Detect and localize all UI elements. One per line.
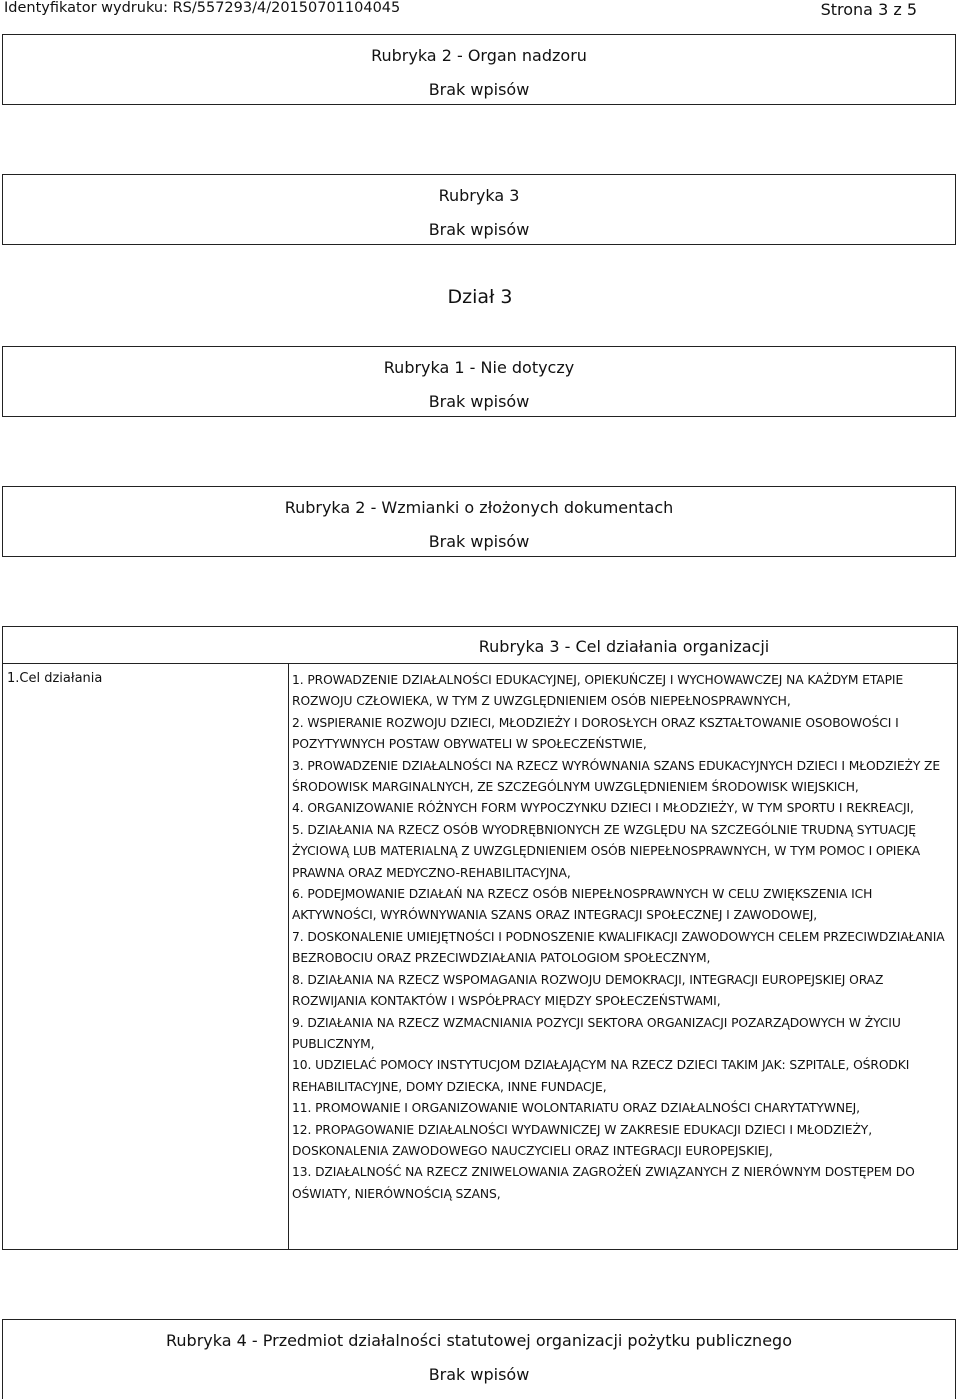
section-title: Rubryka 2 - Organ nadzoru — [371, 46, 587, 65]
list-item: 7. DOSKONALENIE UMIEJĘTNOŚCI I PODNOSZENIE KWALIFIKACJI ZAWODOWYCH CELEM PRZECIWDZIAŁANIA BEZROBOCIU ORAZ PRZECIWDZIAŁANIA PATOLOGIOM SPOŁECZNYM, — [292, 929, 945, 966]
divider — [3, 663, 957, 664]
list-item: 10. UDZIELAĆ POMOCY INSTYTUCJOM DZIAŁAJĄCYM NA RZECZ DZIECI TAKIM JAK: SZPITALE, OŚRODKI REHABILITACYJNE, DOMY DZIECKA, INNE FUNDACJE, — [292, 1058, 910, 1094]
column-divider — [288, 663, 289, 1249]
rubryka3-section — [2, 174, 956, 245]
cel-items-list — [292, 670, 953, 1205]
list-item: 11. PROMOWANIE I ORGANIZOWANIE WOLONTARIATU ORAZ DZIAŁALNOŚCI CHARYTATYWNEJ, — [292, 1101, 860, 1116]
section-value: Brak wpisów — [428, 80, 530, 99]
wzmianki-section — [2, 486, 956, 557]
list-item: 3. PROWADZENIE DZIAŁALNOŚCI NA RZECZ WYRÓWNANIA SZANS EDUKACYJNYCH DZIECI I MŁODZIEŻY ZE ŚRODOWISK MARGINALNYCH, ZE SZCZEGÓLNYM UWZGLĘDNIENIEM ŚRODOWISK WIEJSKICH, — [292, 758, 941, 795]
section-title: Rubryka 3 — [438, 186, 520, 205]
field-label: 1.Cel działania — [7, 671, 103, 686]
section-title: Rubryka 1 - Nie dotyczy — [383, 358, 575, 377]
section-value: Brak wpisów — [428, 1365, 530, 1384]
list-item: 13. DZIAŁALNOŚĆ NA RZECZ ZNIWELOWANIA ZAGROŻEŃ ZWIĄZANYCH Z NIERÓWNYM DOSTĘPEM DO OŚWIATY, NIERÓWNOŚCIĄ SZANS, — [292, 1165, 915, 1201]
list-item: 2. WSPIERANIE ROZWOJU DZIECI, MŁODZIEŻY I DOROSŁYCH ORAZ KSZTAŁTOWANIE OSOBOWOŚCI I POZYTYWNYCH POSTAW OBYWATELI W SPOŁECZEŃSTWIE, — [292, 715, 899, 752]
nie-dotyczy-section — [2, 346, 956, 417]
section-value: Brak wpisów — [428, 392, 530, 411]
page-number: Strona 3 z 5 — [820, 0, 917, 19]
list-item: 12. PROPAGOWANIE DZIAŁALNOŚCI WYDAWNICZEJ W ZAKRESIE EDUKACJI DZIECI I MŁODZIEŻY, DOSKONALENIA ZAWODOWEGO NAUCZYCIELI ORAZ INTEGRACJI EUROPEJSKIEJ, — [292, 1122, 873, 1158]
list-item: 4. ORGANIZOWANIE RÓŻNYCH FORM WYPOCZYNKU DZIECI I MŁODZIEŻY, W TYM SPORTU I REKREACJI, — [292, 801, 914, 816]
list-item: 6. PODEJMOWANIE DZIAŁAŃ NA RZECZ OSÓB NIEPEŁNOSPRAWNYCH W CELU ZWIĘKSZENIA ICH AKTYWNOŚCI, WYRÓWNYWANIA SZANS ORAZ INTEGRACJI SPOŁECZNEJ I ZAWODOWEJ, — [292, 887, 873, 923]
section-value: Brak wpisów — [428, 532, 530, 551]
section-value: Brak wpisów — [428, 220, 530, 239]
list-item: 1. PROWADZENIE DZIAŁALNOŚCI EDUKACYJNEJ, OPIEKUŃCZEJ I WYCHOWAWCZEJ NA KAŻDYM ETAPIE ROZWOJU CZŁOWIEKA, W TYM Z UWZGLĘDNIENIEM OSÓB NIEPEŁNOSPRAWNYCH, — [292, 673, 904, 709]
list-item: 5. DZIAŁANIA NA RZECZ OSÓB WYODRĘBNIONYCH ZE WZGLĘDU NA SZCZEGÓLNIE TRUDNĄ SYTUACJĘ ŻYCIOWĄ LUB MATERIALNĄ Z UWZGLĘDNIENIEM OSÓB NIEPEŁNOSPRAWNYCH, W TYM POMOC I OPIEKA PRAWNA ORAZ MEDYCZNO-REHABILITACYJNA, — [292, 822, 921, 880]
print-identifier: Identyfikator wydruku: RS/557293/4/20150701104045 — [4, 0, 401, 16]
section-title: Rubryka 3 - Cel działania organizacji — [478, 637, 770, 656]
list-item: 9. DZIAŁANIA NA RZECZ WZMACNIANIA POZYCJI SEKTORA ORGANIZACJI POZARZĄDOWYCH W ŻYCIU PUBLICZNYM, — [292, 1015, 901, 1051]
section-title: Rubryka 4 - Przedmiot działalności statutowej organizacji pożytku publicznego — [166, 1331, 792, 1350]
cel-dzialania-section — [2, 626, 958, 1250]
rubryka4-section — [2, 1319, 956, 1399]
list-item: 8. DZIAŁANIA NA RZECZ WSPOMAGANIA ROZWOJU DEMOKRACJI, INTEGRACJI EUROPEJSKIEJ ORAZ ROZWIJANIA KONTAKTÓW I WSPÓŁPRACY MIĘDZY SPOŁECZEŃSTWAMI, — [292, 972, 884, 1009]
dzial-title: Dział 3 — [447, 286, 513, 308]
section-title: Rubryka 2 - Wzmianki o złożonych dokumentach — [284, 498, 674, 517]
organ-nadzoru-section — [2, 34, 956, 105]
